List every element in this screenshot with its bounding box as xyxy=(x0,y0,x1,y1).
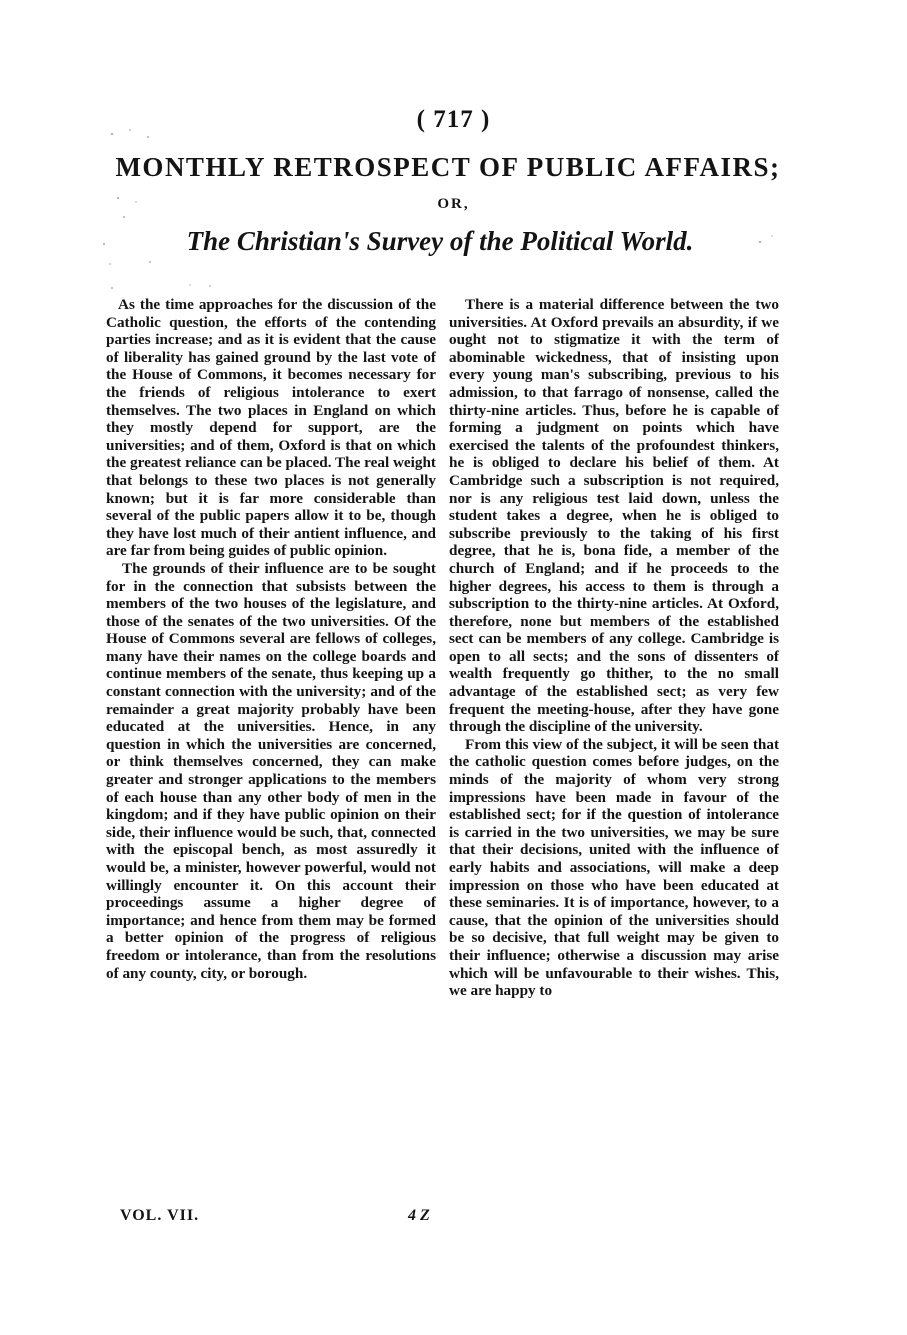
title-conjunction: OR, xyxy=(437,196,470,212)
sheet-signature-mark: 4 Z xyxy=(408,1207,430,1224)
volume-signature: VOL. VII. xyxy=(120,1207,200,1224)
right-paragraph-2: From this view of the subject, it will be seen that the catholic question comes before judges, on the minds of the majority of whom very strong impressions have been made in favour of the established sect; for if the question of intolerance is carried in the two universities, we may be sure that their decisions, united with the influence of early habits and associations, will make a deep impression on those who have been educated at these seminaries. It is of importance, however, to a cause, that the opinion of the universities should be so decisive, that full weight may be given to their influence; otherwise a discussion may arise which will be unfavourable to their wishes. This, we are happy to xyxy=(449,735,779,1000)
page-number: ( 717 ) xyxy=(416,106,491,133)
page-title: MONTHLY RETROSPECT OF PUBLIC AFFAIRS; xyxy=(115,152,781,182)
left-paragraph-2: The grounds of their influence are to be sought for in the connection that subsists between the members of the two houses of the legislature, and those of the senates of the two universities. Of the House of Commons several are fellows of colleges, many have their names on the college boards and continue members of the senate, thus keeping up a constant connection with the university; and of the remainder a great majority probably have been educated at the universities. Hence, in any question in which the universities are concerned, or think themselves concerned, they can make greater and stronger applications to the members of each house than any other body of men in the kingdom; and if they have public opinion on their side, their influence would be such, that, connected with the episcopal bench, as most assuredly it would be, a minister, however powerful, would not willingly encounter it. On this account their proceedings assume a higher degree of importance; and hence from them may be formed a better opinion of the progress of religious freedom or intolerance, than from the resolutions of any county, city, or borough. xyxy=(106,559,436,982)
right-column xyxy=(449,296,779,1000)
right-paragraph-1: There is a material difference between the two universities. At Oxford prevails an absurdity, if we ought not to stigmatize it with the term of abominable wickedness, that of insisting upon every young man's subscribing, previous to his admission, to that farrago of nonsense, called the thirty-nine articles. Thus, before he is capable of forming a judgment on points which have exercised the talents of the profoundest thinkers, he is obliged to declare his belief of them. At Cambridge such a subscription is not required, nor is any religious test laid down, unless the student takes a degree, when he is obliged to subscribe previously to the taking of his first degree, that he is, bona fide, a member of the church of England; and if he proceeds to the higher degrees, his access to them is through a subscription to the thirty-nine articles. At Oxford, therefore, none but members of the established sect can be members of any college. Cambridge is open to all sects; and the sons of dissenters of wealth frequently go thither, to the no small advantage of the established sect; as very few frequent the meeting-house, after they have gone through the discipline of the university. xyxy=(449,296,779,736)
left-paragraph-1: As the time approaches for the discussion of the Catholic question, the efforts of the contending parties increase; and as it is evident that the cause of liberality has gained ground by the last vote of the House of Commons, it becomes necessary for the friends of religious intolerance to exert themselves. The two places in England on which they mostly depend for support, are the universities; and of them, Oxford is that on which the greatest reliance can be placed. The real weight that belongs to these two places is not generally known; but it is far more considerable than several of the public papers allow it to be, though they have lost much of their antient influence, and are far from being guides of public opinion. xyxy=(106,296,436,560)
left-column xyxy=(106,296,436,982)
page-subtitle: The Christian's Survey of the Political World. xyxy=(186,226,694,256)
